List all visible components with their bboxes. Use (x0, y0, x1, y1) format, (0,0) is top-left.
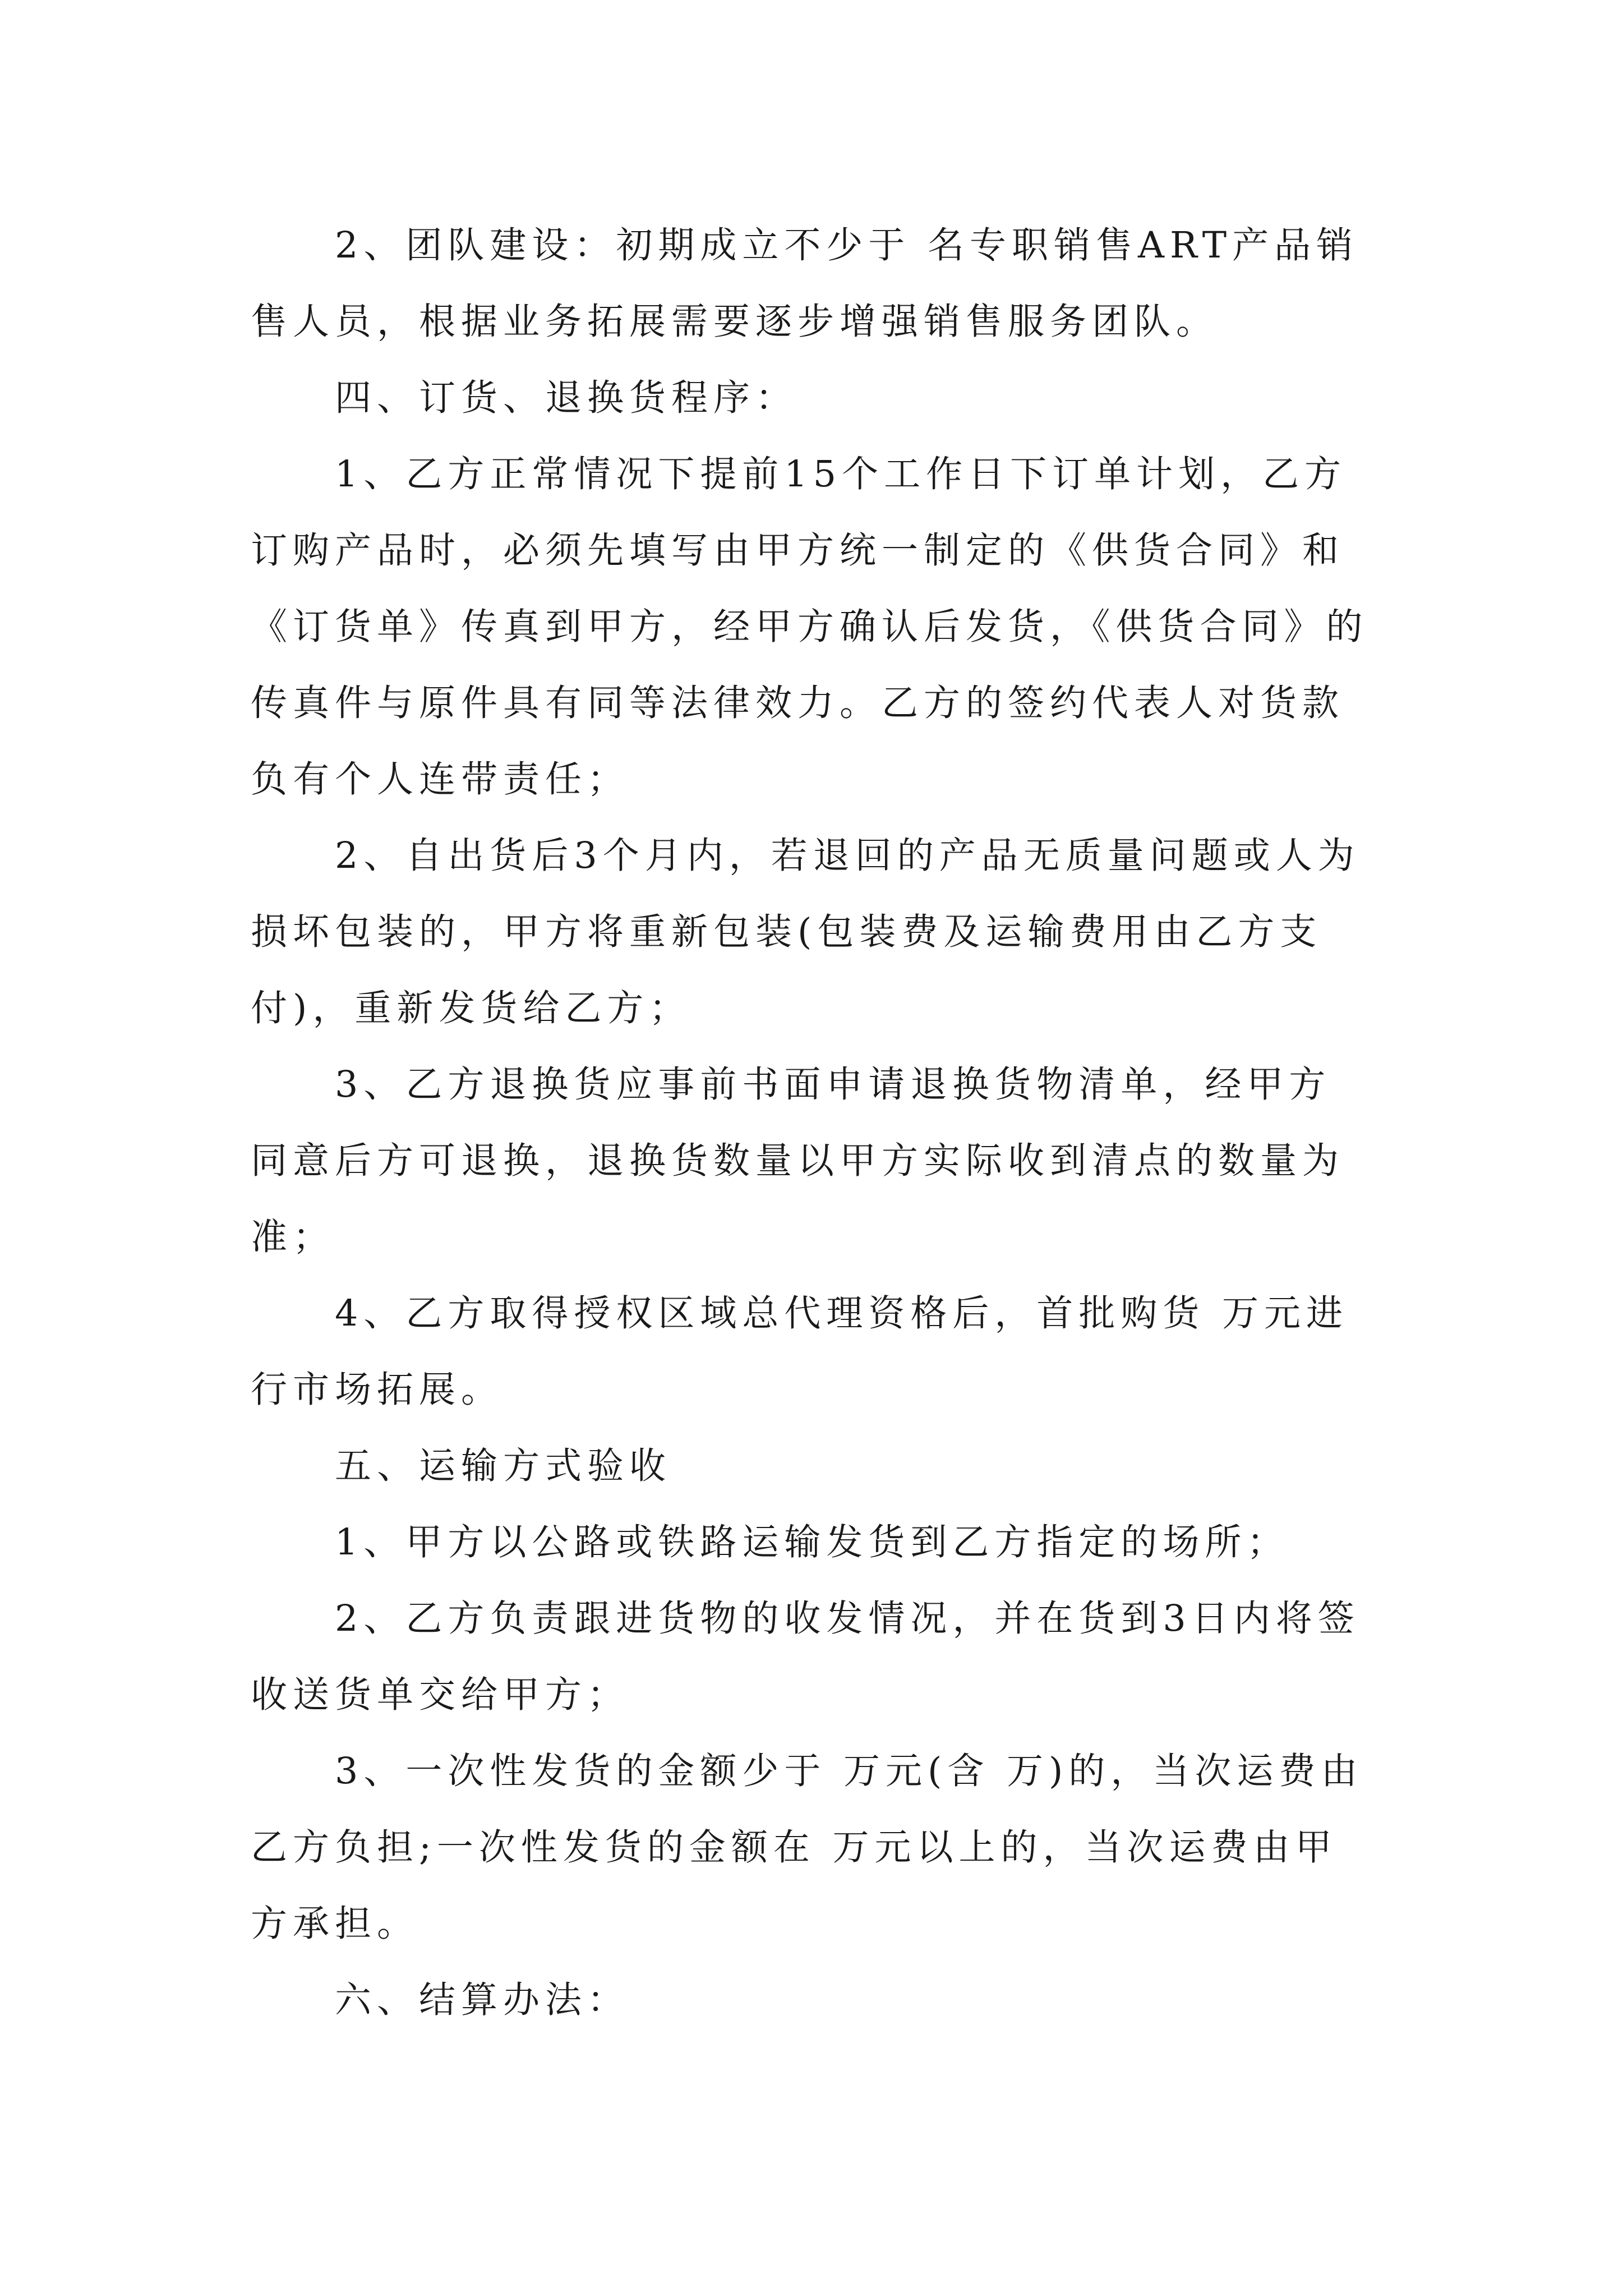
section-heading-ordering: 四、订货、退换货程序： (335, 377, 798, 419)
document-page (251, 208, 1372, 2039)
paragraph-transport-method: 1、甲方以公路或铁路运输发货到乙方指定的场所； (335, 1521, 1289, 1563)
paragraph-team-building: 2、团队建设：初期成立不少于 名专职销售ART产品销售人员，根据业务拓展需要逐步增强销售服务团队。 (251, 224, 1359, 343)
section-heading-settlement: 六、结算办法： (335, 1979, 630, 2021)
section-heading-transport: 五、运输方式验收 (335, 1445, 672, 1487)
paragraph-return-application: 3、乙方退换货应事前书面申请退换货物清单，经甲方同意后方可退换，退换货数量以甲方实际收到清点的数量为准； (251, 1064, 1345, 1258)
paragraph-first-purchase: 4、乙方取得授权区域总代理资格后，首批购货 万元进行市场拓展。 (251, 1292, 1349, 1411)
paragraph-order-procedure: 1、乙方正常情况下提前15个工作日下订单计划，乙方订购产品时，必须先填写由甲方统一制定的《供货合同》和《订货单》传真到甲方，经甲方确认后发货，《供货合同》的传真件与原件具有同等法律效力。乙方的签约代表人对货款负有个人连带责任； (251, 453, 1368, 800)
paragraph-return-policy: 2、自出货后3个月内，若退回的产品无质量问题或人为损坏包装的，甲方将重新包装(包装费及运输费用由乙方支付)，重新发货给乙方； (251, 835, 1360, 1029)
paragraph-delivery-receipt: 2、乙方负责跟进货物的收发情况，并在货到3日内将签收送货单交给甲方； (251, 1598, 1360, 1716)
paragraph-freight-cost: 3、一次性发货的金额少于 万元(含 万)的，当次运费由乙方负担;一次性发货的金额在 万元以上的，当次运费由甲方承担。 (251, 1750, 1363, 1945)
